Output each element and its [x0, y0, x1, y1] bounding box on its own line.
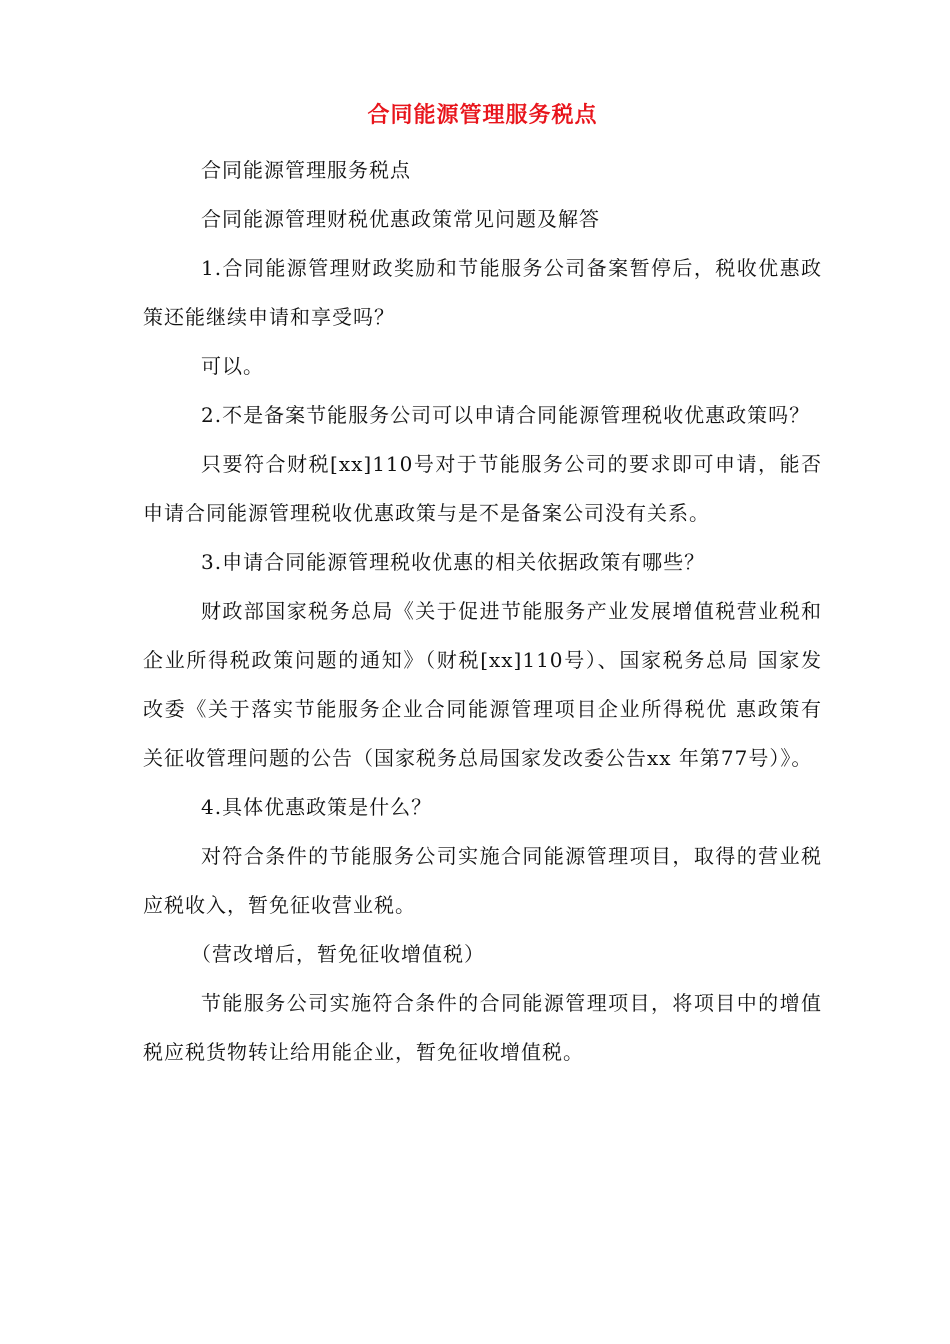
- answer-4-continued: 节能服务公司实施符合条件的合同能源管理项目，将项目中的增值税应税货物转让给用能企业，暂免征收增值税。: [143, 991, 822, 1064]
- question-3: 3.申请合同能源管理税收优惠的相关依据政策有哪些？: [201, 550, 706, 574]
- answer-2: 只要符合财税[xx]110号对于节能服务公司的要求即可申请，能否申请合同能源管理税收优惠政策与是不是备案公司没有关系。: [143, 452, 822, 525]
- paragraph-heading: 合同能源管理财税优惠政策常见问题及解答: [201, 207, 600, 231]
- document-title: 合同能源管理服务税点: [367, 103, 598, 128]
- answer-4: 对符合条件的节能服务公司实施合同能源管理项目，取得的营业税应税收入，暂免征收营业税。: [143, 844, 822, 917]
- answer-3: 财政部国家税务总局《关于促进节能服务产业发展增值税营业税和企业所得税政策问题的通知》（财税[xx]110号）、国家税务总局 国家发改委《关于落实节能服务企业合同能源管理项目企业所得税优 惠政策有关征收管理问题的公告（国家税务总局国家发改委公告xx 年第77号）》。: [143, 599, 822, 770]
- answer-1: 可以。: [201, 354, 264, 378]
- question-2: 2.不是备案节能服务公司可以申请合同能源管理税收优惠政策吗？: [201, 403, 811, 427]
- paragraph-subtitle: 合同能源管理服务税点: [201, 158, 411, 182]
- question-1: 1.合同能源管理财政奖励和节能服务公司备案暂停后，税收优惠政策还能继续申请和享受吗？: [143, 256, 822, 329]
- answer-4-note: （营改增后，暂免征收增值税）: [191, 942, 485, 966]
- question-4: 4.具体优惠政策是什么？: [201, 795, 433, 819]
